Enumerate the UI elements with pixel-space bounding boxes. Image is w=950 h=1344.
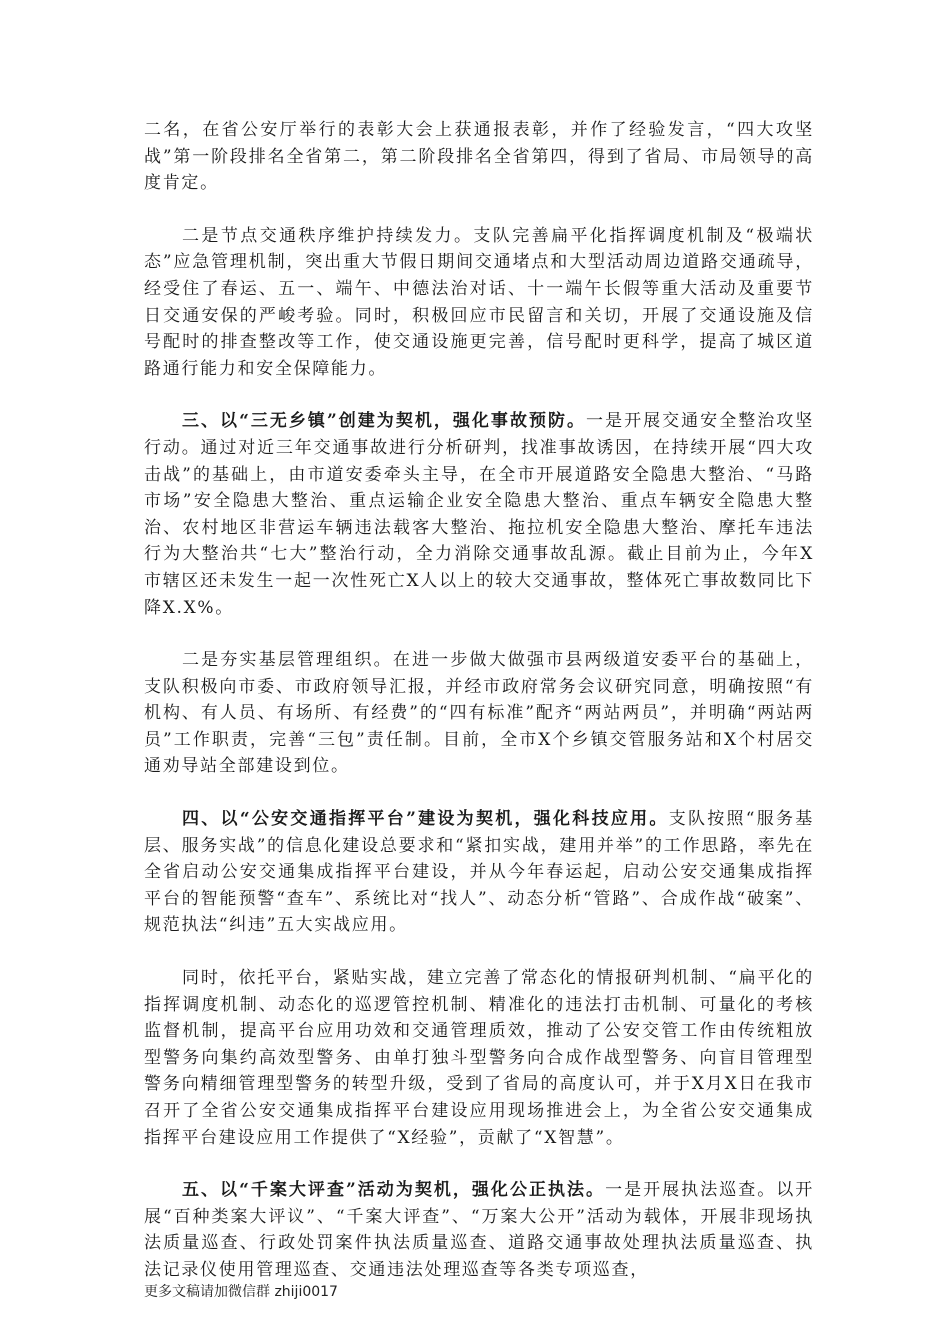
section-heading: 五、以“千案大评查”活动为契机，强化公正执法。 <box>182 1180 606 1201</box>
paragraph-text: 二是节点交通秩序维护持续发力。支队完善扁平化指挥调度机制及“极端状态”应急管理机制，突出重大节假日期间交通堵点和大型活动周边道路交通疏导，经受住了春运、五一、端午、中德法治对话、十一端午长假等重大活动及重要节日交通安保的严峻考验。同时，积极回应市民留言和关切，开展了交通设施及信号配时的排查整改等工作，使交通设施更完善，信号配时更科学，提高了城区道路通行能力和安全保障能力。 <box>144 225 814 379</box>
footer-note: 更多文稿请加微信群 zhiji0017 <box>144 1284 338 1300</box>
paragraph-text: 二名，在省公安厅举行的表彰大会上获通报表彰，并作了经验发言，“四大攻坚战”第一阶段排名全省第二，第二阶段排名全省第四，得到了省局、市局领导的高度肯定。 <box>144 120 814 194</box>
paragraph-3 <box>144 408 814 621</box>
paragraph-text: 同时，依托平台，紧贴实战，建立完善了常态化的情报研判机制、“扁平化的指挥调度机制、动态化的巡逻管控机制、精准化的违法打击机制、可量化的考核监督机制，提高平台应用功效和交通管理质效，推动了公安交管工作由传统粗放型警务向集约高效型警务、由单打独斗型警务向合成作战型警务、向盲目管理型警务向精细管理型警务的转型升级，受到了省局的高度认可，并于X月X日在我市召开了全省公安交通集成指挥平台建设应用现场推进会上，为全省公安交通集成指挥平台建设应用工作提供了“X经验”，贡献了“X智慧”。 <box>144 968 814 1148</box>
paragraph-5 <box>144 806 814 939</box>
paragraph-4 <box>144 647 814 780</box>
document-body <box>144 117 814 1310</box>
section-heading: 三、以“三无乡镇”创建为契机，强化事故预防。 <box>182 411 587 432</box>
paragraph-text: 一是开展执法巡查。以开展“百种类案大评议”、“千案大评查”、“万案大公开”活动为载体，开展非现场执法质量巡查、行政处罚案件执法质量巡查、道路交通事故处理执法质量巡查、执法记录仪使用管理巡查、交通违法处理巡查等各类专项巡查， <box>144 1180 815 1280</box>
paragraph-text: 支队按照“服务基层、服务实战”的信息化建设总要求和“紧扣实战，建用并举”的工作思路，率先在全省启动公安交通集成指挥平台建设，并从今年春运起，启动公安交通集成指挥平台的智能预警“查车”、系统比对“找人”、动态分析“管路”、合成作战“破案”、规范执法“纠违”五大实战应用。 <box>144 809 814 936</box>
paragraph-1 <box>144 117 814 197</box>
paragraph-text: 一是开展交通安全整治攻坚行动。通过对近三年交通事故进行分析研判，找准事故诱因，在持续开展“四大攻击战”的基础上，由市道安委牵头主导，在全市开展道路安全隐患大整治、“马路市场”安全隐患大整治、重点运输企业安全隐患大整治、重点车辆安全隐患大整治、农村地区非营运车辆违法载客大整治、拖拉机安全隐患大整治、摩托车违法行为大整治共“七大”整治行动，全力消除交通事故乱源。截止目前为止，今年X市辖区还未发生一起一次性死亡X人以上的较大交通事故，整体死亡事故数同比下降X.X%。 <box>144 411 814 618</box>
paragraph-7 <box>144 1177 814 1283</box>
paragraph-6 <box>144 965 814 1151</box>
section-heading: 四、以“公安交通指挥平台”建设为契机，强化科技应用。 <box>182 809 669 830</box>
paragraph-text: 二是夯实基层管理组织。在进一步做大做强市县两级道安委平台的基础上，支队积极向市委、市政府领导汇报，并经市政府常务会议研究同意，明确按照“有机构、有人员、有场所、有经费”的“四有标准”配齐“两站两员”，并明确“两站两员”工作职责，完善“三包”责任制。目前，全市X个乡镇交管服务站和X个村居交通劝导站全部建设到位。 <box>144 650 814 777</box>
paragraph-2 <box>144 223 814 383</box>
